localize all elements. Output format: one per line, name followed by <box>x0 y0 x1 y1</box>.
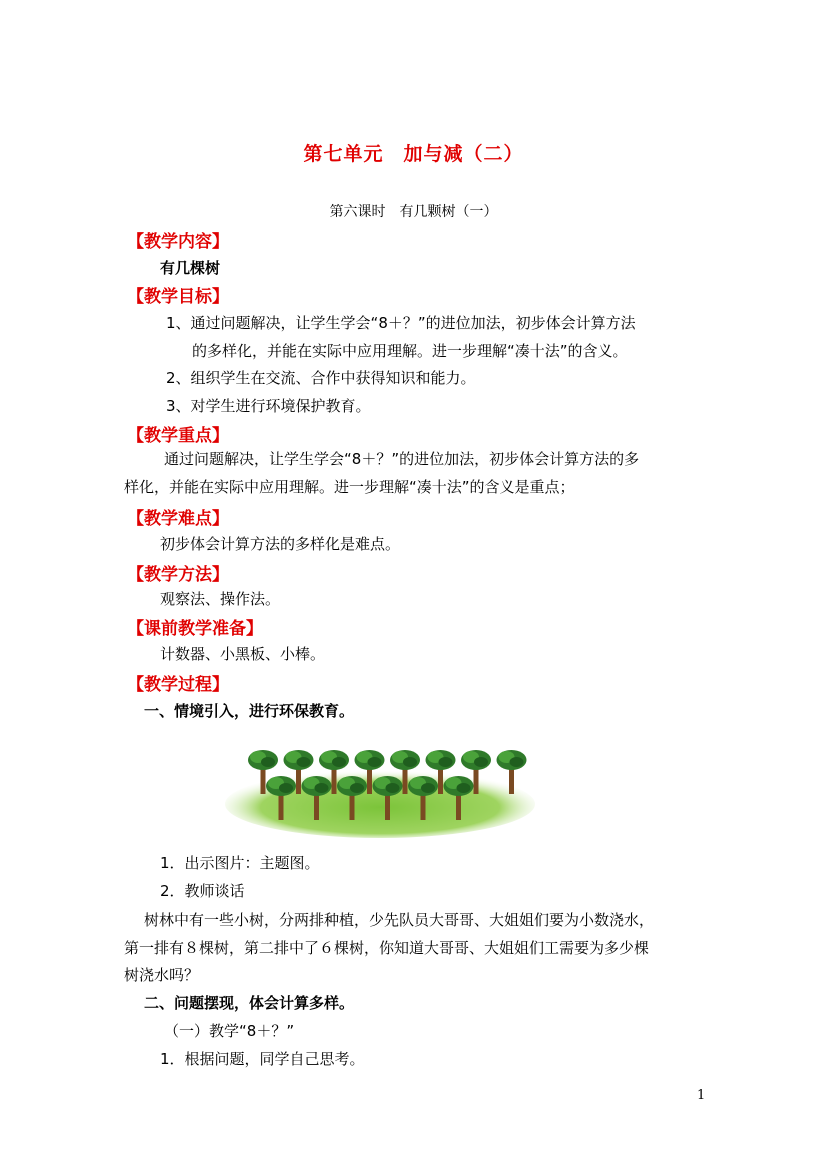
goal-item-1: 1、通过问题解决，让学生学会“8＋？”的进位加法，初步体会计算方法 <box>166 314 636 332</box>
talk-line-2: 第一排有８棵树，第二排中了６棵树，你知道大哥哥、大姐姐们工需要为多少棵 <box>124 939 650 957</box>
prep-text: 计数器、小黑板、小棒。 <box>160 645 326 663</box>
content-text: 有几棵树 <box>160 259 221 277</box>
process-step-1: 1．出示图片：主题图。 <box>160 854 320 872</box>
lesson-subtitle: 第六课时 有几颗树（一） <box>329 204 498 220</box>
page-number: 1 <box>697 1088 706 1103</box>
process-step-2: 2．教师谈话 <box>160 882 245 900</box>
section-heading-process: 【教学过程】 <box>127 675 229 695</box>
process-sub-1-step-1: 1．根据问题，同学自己思考。 <box>160 1050 365 1068</box>
process-part-2: 二、问题摆现，体会计算多样。 <box>144 994 355 1012</box>
key-line-2: 样化，并能在实际中应用理解。进一步理解“凑十法”的含义是重点； <box>124 478 575 496</box>
page-title: 第七单元 加与减（二） <box>303 143 524 165</box>
goal-item-2: 2、组织学生在交流、合作中获得知识和能力。 <box>166 369 476 387</box>
section-heading-difficulty: 【教学难点】 <box>127 509 229 529</box>
goal-item-1-cont: 的多样化，并能在实际中应用理解。进一步理解“凑十法”的含义。 <box>192 342 628 360</box>
method-text: 观察法、操作法。 <box>160 590 281 608</box>
section-heading-method: 【教学方法】 <box>127 565 229 585</box>
process-part-1: 一、情境引入，进行环保教育。 <box>144 702 355 720</box>
section-heading-prep: 【课前教学准备】 <box>127 619 263 639</box>
section-heading-goals: 【教学目标】 <box>127 287 229 307</box>
section-heading-content: 【教学内容】 <box>127 232 229 252</box>
difficulty-text: 初步体会计算方法的多样化是难点。 <box>160 535 401 553</box>
section-heading-key: 【教学重点】 <box>127 426 229 446</box>
key-line-1: 通过问题解决，让学生学会“8＋？”的进位加法，初步体会计算方法的多 <box>164 450 640 468</box>
talk-line-1: 树林中有一些小树，分两排种植，少先队员大哥哥、大姐姐们要为小数浇水， <box>144 911 655 929</box>
process-sub-1: （一）教学“8＋？” <box>164 1022 295 1040</box>
goal-item-3: 3、对学生进行环境保护教育。 <box>166 397 371 415</box>
talk-line-3: 树浇水吗？ <box>124 966 200 984</box>
trees-illustration <box>225 738 535 838</box>
